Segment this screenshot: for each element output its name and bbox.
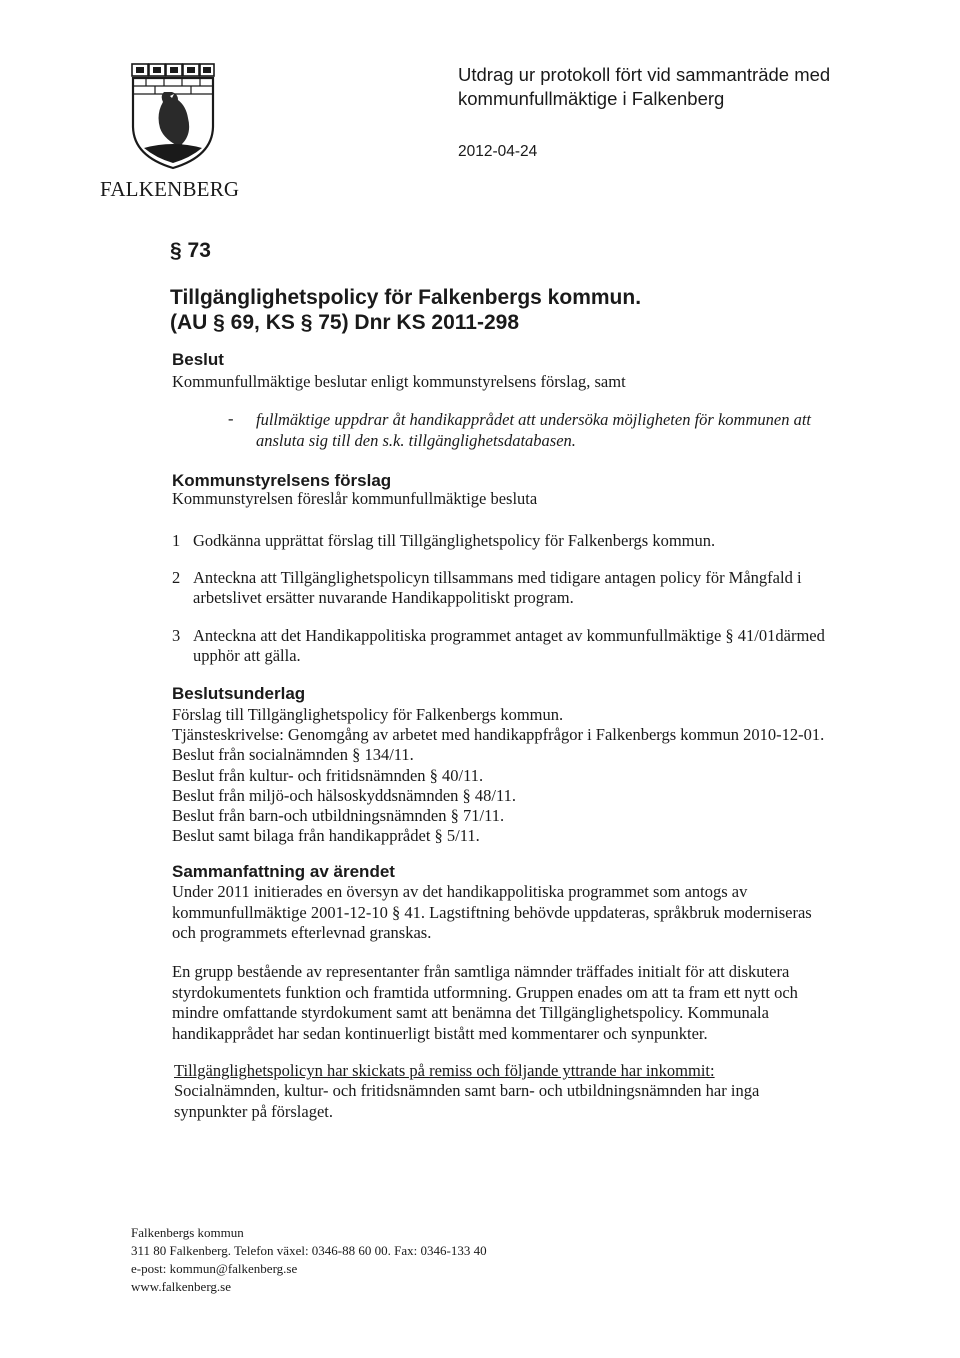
list-item: [193, 531, 843, 551]
ks-forslag-heading: Kommunstyrelsens förslag: [172, 471, 392, 490]
paragraph-line: Under 2011 initierades en översyn av det handikappolitiska programmet som antogs av: [172, 882, 748, 901]
footer-email: e-post: kommun@falkenberg.se: [131, 1261, 298, 1276]
beslut-item: [256, 409, 856, 451]
list-item: Beslut från miljö-och hälsoskyddsnämnden § 48/11.: [172, 785, 517, 805]
sammanfattning-paragraph: [172, 962, 852, 1044]
footer-line: Falkenbergs kommun: [131, 1225, 244, 1240]
list-item-number: 3: [172, 626, 181, 645]
list-item-line: upphör att gälla.: [193, 646, 301, 665]
footer-line: 311 80 Falkenberg. Telefon växel: 0346-88 60 00. Fax: 0346-133 40: [131, 1243, 487, 1258]
list-item: [193, 568, 843, 608]
list-item-number: 2: [172, 568, 181, 587]
beslutsunderlag-list: [172, 705, 824, 846]
document-title-line: Utdrag ur protokoll fört vid sammanträde med: [458, 64, 831, 85]
sammanfattning-paragraph: [172, 882, 852, 944]
list-item: Förslag till Tillgänglighetspolicy för Falkenbergs kommun.: [172, 705, 564, 724]
list-item: Beslut från socialnämnden § 134/11.: [172, 745, 414, 765]
organization-name: FALKENBERG: [100, 177, 240, 201]
document-title: [458, 63, 830, 111]
list-dash: -: [228, 409, 234, 428]
sammanfattning-paragraph: [174, 1081, 854, 1122]
beslut-item-line: fullmäktige uppdrar åt handikapprådet att undersöka möjligheten för kommunen att: [256, 410, 811, 429]
footer-contact: [131, 1224, 487, 1296]
paragraph-line: styrdokumentets funktion och framtida utformning. Gruppen enades om att ta fram ett nytt och: [172, 982, 798, 1002]
list-item: Beslut samt bilaga från handikapprådet § 5/11.: [172, 826, 480, 846]
paragraph-line: mindre omfattande styrdokument samt att benämna det Tillgänglighetspolicy. Kommunala: [172, 1003, 769, 1022]
document-date: 2012-04-24: [458, 143, 538, 160]
list-item-line: Anteckna att det Handikappolitiska programmet antaget av kommunfullmäktige § 41/01därmed: [193, 626, 825, 645]
list-item: Beslut från kultur- och fritidsnämnden § 40/11.: [172, 765, 484, 785]
beslutsunderlag-heading: Beslutsunderlag: [172, 684, 306, 703]
list-item-line: arbetslivet ersätter nuvarande Handikappolitiskt program.: [193, 588, 574, 607]
beslut-heading: Beslut: [172, 350, 224, 369]
matter-title: [170, 285, 641, 335]
matter-title-line: (AU § 69, KS § 75) Dnr KS 2011-298: [170, 311, 520, 334]
list-item-line: Anteckna att Tillgänglighetspolicyn tillsammans med tidigare antagen policy för Mångfald i: [193, 568, 802, 587]
paragraph-line: En grupp bestående av representanter från samtliga nämnder träffades initialt för att diskutera: [172, 962, 790, 981]
paragraph-line: synpunkter på förslaget.: [174, 1101, 333, 1121]
paragraph-line: kommunfullmäktige 2001-12-10 § 41. Lagstiftning behövde uppdateras, språkbruk moderniseras: [172, 902, 812, 922]
paragraph-line: och programmets efterlevnad granskas.: [172, 923, 432, 942]
list-item: Tjänsteskrivelse: Genomgång av arbetet med handikappfrågor i Falkenbergs kommun 2010-12-01.: [172, 725, 825, 745]
list-item-number: 1: [172, 531, 181, 550]
paragraph-line: handikapprådet har sedan kontinuerligt bistått med kommentarer och synpunkter.: [172, 1023, 708, 1043]
sammanfattning-heading: Sammanfattning av ärendet: [172, 862, 395, 881]
footer-website: www.falkenberg.se: [131, 1279, 231, 1294]
matter-title-line: Tillgänglighetspolicy för Falkenbergs kommun.: [170, 286, 642, 309]
paragraph-line: Socialnämnden, kultur- och fritidsnämnden samt barn- och utbildningsnämnden har inga: [174, 1081, 760, 1100]
document-title-line: kommunfullmäktige i Falkenberg: [458, 88, 725, 109]
ks-forslag-text: Kommunstyrelsen föreslår kommunfullmäktige besluta: [172, 489, 538, 508]
list-item: Beslut från barn-och utbildningsnämnden § 71/11.: [172, 806, 505, 826]
list-item-line: Godkänna upprättat förslag till Tillgänglighetspolicy för Falkenbergs kommun.: [193, 531, 716, 550]
falcon-coat-of-arms-icon: [130, 62, 216, 170]
beslut-text: Kommunfullmäktige beslutar enligt kommunstyrelsens förslag, samt: [172, 372, 626, 391]
list-item: [193, 626, 843, 666]
paragraph-number: § 73: [170, 239, 211, 262]
beslut-item-line: ansluta sig till den s.k. tillgänglighetsdatabasen.: [256, 431, 576, 450]
remiss-underlined-heading: Tillgänglighetspolicyn har skickats på remiss och följande yttrande har inkommit:: [174, 1061, 715, 1080]
